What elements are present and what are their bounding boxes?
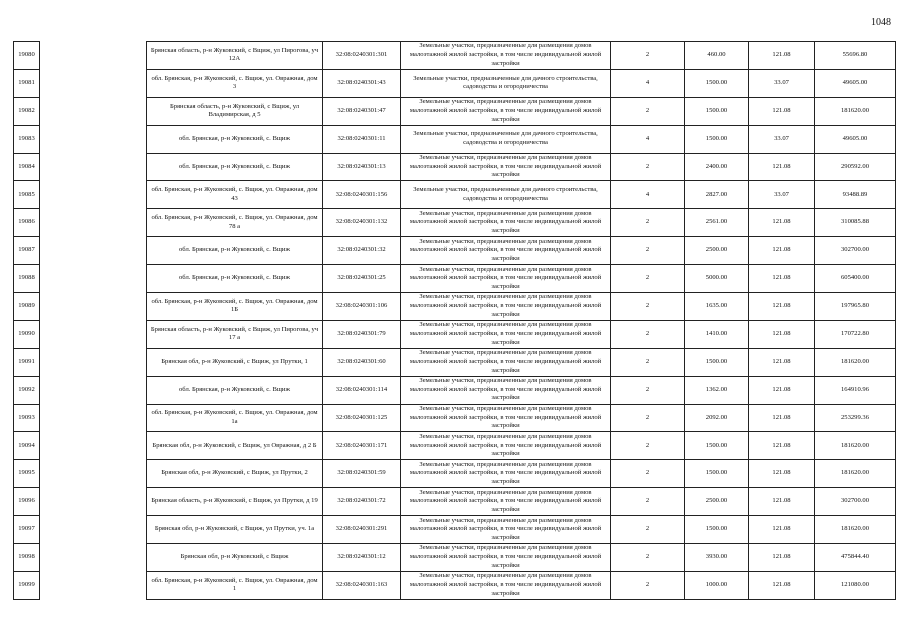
table-row bbox=[14, 571, 896, 599]
cadastral-value-cell: 181620.00 bbox=[815, 348, 896, 376]
cadastral-value-cell: 197965.80 bbox=[815, 293, 896, 321]
specific-value-cell: 121.08 bbox=[749, 376, 815, 404]
specific-value-cell: 121.08 bbox=[749, 348, 815, 376]
group-cell: 2 bbox=[611, 265, 685, 293]
address-cell: Брянская область, р-н Жуковский, с Вщиж, ул Владимирская, д 5 bbox=[147, 97, 323, 125]
cadastral-number-cell: 32:08:0240301:43 bbox=[323, 69, 401, 97]
table-row bbox=[14, 42, 896, 70]
cadastral-number-cell: 32:08:0240301:291 bbox=[323, 516, 401, 544]
specific-value-cell: 121.08 bbox=[749, 571, 815, 599]
cadastral-number-cell: 32:08:0240301:32 bbox=[323, 237, 401, 265]
group-cell: 2 bbox=[611, 516, 685, 544]
record-number-cell: 19095 bbox=[14, 460, 40, 488]
record-number-cell: 19088 bbox=[14, 265, 40, 293]
group-cell: 4 bbox=[611, 181, 685, 209]
address-cell: Брянская обл, р-н Жуковский, с Вщиж bbox=[147, 544, 323, 572]
group-cell: 2 bbox=[611, 432, 685, 460]
address-cell: обл. Брянская, р-н Жуковский, с. Вщиж, ул. Овражная, дом 43 bbox=[147, 181, 323, 209]
land-use-cell: Земельные участки, предназначенные для размещения домов малоэтажной жилой застройки, в том числе индивидуальной жилой застройки bbox=[401, 488, 611, 516]
specific-value-cell: 33.07 bbox=[749, 181, 815, 209]
cadastral-number-cell: 32:08:0240301:156 bbox=[323, 181, 401, 209]
land-use-cell: Земельные участки, предназначенные для размещения домов малоэтажной жилой застройки, в том числе индивидуальной жилой застройки bbox=[401, 376, 611, 404]
group-cell: 2 bbox=[611, 460, 685, 488]
cadastral-number-cell: 32:08:0240301:125 bbox=[323, 404, 401, 432]
area-cell: 1500.00 bbox=[685, 516, 749, 544]
table-row bbox=[14, 404, 896, 432]
address-cell: Брянская обл, р-н Жуковский, с Вщиж, ул Прутки, 2 bbox=[147, 460, 323, 488]
specific-value-cell: 121.08 bbox=[749, 460, 815, 488]
specific-value-cell: 121.08 bbox=[749, 42, 815, 70]
group-cell: 2 bbox=[611, 376, 685, 404]
table-body bbox=[14, 42, 896, 600]
table-row bbox=[14, 209, 896, 237]
cadastral-number-cell: 32:08:0240301:163 bbox=[323, 571, 401, 599]
land-use-cell: Земельные участки, предназначенные для размещения домов малоэтажной жилой застройки, в том числе индивидуальной жилой застройки bbox=[401, 320, 611, 348]
group-cell: 2 bbox=[611, 348, 685, 376]
record-number-cell: 19092 bbox=[14, 376, 40, 404]
area-cell: 2827.00 bbox=[685, 181, 749, 209]
group-cell: 2 bbox=[611, 293, 685, 321]
land-use-cell: Земельные участки, предназначенные для размещения домов малоэтажной жилой застройки, в том числе индивидуальной жилой застройки bbox=[401, 153, 611, 181]
spacer-cell bbox=[40, 516, 147, 544]
spacer-cell bbox=[40, 320, 147, 348]
land-use-cell: Земельные участки, предназначенные для размещения домов малоэтажной жилой застройки, в том числе индивидуальной жилой застройки bbox=[401, 432, 611, 460]
spacer-cell bbox=[40, 544, 147, 572]
spacer-cell bbox=[40, 42, 147, 70]
land-use-cell: Земельные участки, предназначенные для размещения домов малоэтажной жилой застройки, в том числе индивидуальной жилой застройки bbox=[401, 42, 611, 70]
land-use-cell: Земельные участки, предназначенные для размещения домов малоэтажной жилой застройки, в том числе индивидуальной жилой застройки bbox=[401, 209, 611, 237]
address-cell: обл. Брянская, р-н Жуковский, с. Вщиж, ул. Овражная, дом 1Б bbox=[147, 293, 323, 321]
cadastral-number-cell: 32:08:0240301:72 bbox=[323, 488, 401, 516]
specific-value-cell: 121.08 bbox=[749, 404, 815, 432]
spacer-cell bbox=[40, 404, 147, 432]
cadastral-value-cell: 302700.00 bbox=[815, 237, 896, 265]
land-use-cell: Земельные участки, предназначенные для дачного строительства, садоводства и огородничества bbox=[401, 69, 611, 97]
area-cell: 2092.00 bbox=[685, 404, 749, 432]
specific-value-cell: 33.07 bbox=[749, 125, 815, 153]
area-cell: 5000.00 bbox=[685, 265, 749, 293]
cadastral-value-cell: 164910.96 bbox=[815, 376, 896, 404]
cadastral-value-cell: 605400.00 bbox=[815, 265, 896, 293]
land-use-cell: Земельные участки, предназначенные для размещения домов малоэтажной жилой застройки, в том числе индивидуальной жилой застройки bbox=[401, 237, 611, 265]
cadastral-number-cell: 32:08:0240301:114 bbox=[323, 376, 401, 404]
cadastral-number-cell: 32:08:0240301:59 bbox=[323, 460, 401, 488]
address-cell: Брянская обл, р-н Жуковский, с Вщиж, ул Прутки, 1 bbox=[147, 348, 323, 376]
group-cell: 2 bbox=[611, 404, 685, 432]
address-cell: обл. Брянская, р-н Жуковский, с. Вщиж, ул. Овражная, дом 1 bbox=[147, 571, 323, 599]
area-cell: 1500.00 bbox=[685, 460, 749, 488]
group-cell: 2 bbox=[611, 488, 685, 516]
table-row bbox=[14, 153, 896, 181]
address-cell: Брянская обл, р-н Жуковский, с Вщиж, ул Овражная, д 2 Б bbox=[147, 432, 323, 460]
table-row bbox=[14, 293, 896, 321]
group-cell: 2 bbox=[611, 209, 685, 237]
area-cell: 1000.00 bbox=[685, 571, 749, 599]
cadastral-value-cell: 181620.00 bbox=[815, 432, 896, 460]
cadastral-value-cell: 170722.80 bbox=[815, 320, 896, 348]
address-cell: обл. Брянская, р-н Жуковский, с. Вщиж, ул. Овражная, дом 78 а bbox=[147, 209, 323, 237]
record-number-cell: 19094 bbox=[14, 432, 40, 460]
cadastral-value-cell: 121080.00 bbox=[815, 571, 896, 599]
cadastral-number-cell: 32:08:0240301:11 bbox=[323, 125, 401, 153]
record-number-cell: 19098 bbox=[14, 544, 40, 572]
specific-value-cell: 121.08 bbox=[749, 488, 815, 516]
spacer-cell bbox=[40, 571, 147, 599]
specific-value-cell: 121.08 bbox=[749, 293, 815, 321]
cadastral-number-cell: 32:08:0240301:12 bbox=[323, 544, 401, 572]
area-cell: 1500.00 bbox=[685, 69, 749, 97]
address-cell: Брянская область, р-н Жуковский, с Вщиж, ул Пирогова, уч 17 а bbox=[147, 320, 323, 348]
spacer-cell bbox=[40, 488, 147, 516]
cadastral-value-cell: 181620.00 bbox=[815, 460, 896, 488]
table-row bbox=[14, 237, 896, 265]
area-cell: 2400.00 bbox=[685, 153, 749, 181]
area-cell: 3930.00 bbox=[685, 544, 749, 572]
spacer-cell bbox=[40, 432, 147, 460]
area-cell: 1500.00 bbox=[685, 125, 749, 153]
specific-value-cell: 121.08 bbox=[749, 516, 815, 544]
record-number-cell: 19080 bbox=[14, 42, 40, 70]
cadastral-value-cell: 253299.36 bbox=[815, 404, 896, 432]
address-cell: обл. Брянская, р-н Жуковский, с. Вщиж bbox=[147, 376, 323, 404]
spacer-cell bbox=[40, 153, 147, 181]
cadastral-number-cell: 32:08:0240301:171 bbox=[323, 432, 401, 460]
cadastral-value-cell: 475844.40 bbox=[815, 544, 896, 572]
group-cell: 4 bbox=[611, 125, 685, 153]
record-number-cell: 19082 bbox=[14, 97, 40, 125]
table-row bbox=[14, 432, 896, 460]
table-row bbox=[14, 69, 896, 97]
address-cell: Брянская область, р-н Жуковский, с Вщиж, ул Пирогова, уч 12А bbox=[147, 42, 323, 70]
land-use-cell: Земельные участки, предназначенные для размещения домов малоэтажной жилой застройки, в том числе индивидуальной жилой застройки bbox=[401, 97, 611, 125]
group-cell: 2 bbox=[611, 571, 685, 599]
spacer-cell bbox=[40, 293, 147, 321]
record-number-cell: 19089 bbox=[14, 293, 40, 321]
specific-value-cell: 121.08 bbox=[749, 432, 815, 460]
record-number-cell: 19083 bbox=[14, 125, 40, 153]
record-number-cell: 19090 bbox=[14, 320, 40, 348]
cadastral-value-cell: 302700.00 bbox=[815, 488, 896, 516]
specific-value-cell: 121.08 bbox=[749, 97, 815, 125]
area-cell: 1410.00 bbox=[685, 320, 749, 348]
spacer-cell bbox=[40, 209, 147, 237]
table-row bbox=[14, 320, 896, 348]
spacer-cell bbox=[40, 237, 147, 265]
specific-value-cell: 121.08 bbox=[749, 544, 815, 572]
group-cell: 2 bbox=[611, 97, 685, 125]
table-row bbox=[14, 125, 896, 153]
group-cell: 2 bbox=[611, 42, 685, 70]
land-use-cell: Земельные участки, предназначенные для размещения домов малоэтажной жилой застройки, в том числе индивидуальной жилой застройки bbox=[401, 348, 611, 376]
area-cell: 2561.00 bbox=[685, 209, 749, 237]
record-number-cell: 19091 bbox=[14, 348, 40, 376]
table-row bbox=[14, 460, 896, 488]
cadastral-value-cell: 310085.88 bbox=[815, 209, 896, 237]
land-use-cell: Земельные участки, предназначенные для размещения домов малоэтажной жилой застройки, в том числе индивидуальной жилой застройки bbox=[401, 460, 611, 488]
spacer-cell bbox=[40, 348, 147, 376]
spacer-cell bbox=[40, 97, 147, 125]
land-use-cell: Земельные участки, предназначенные для дачного строительства, садоводства и огородничества bbox=[401, 181, 611, 209]
land-use-cell: Земельные участки, предназначенные для размещения домов малоэтажной жилой застройки, в том числе индивидуальной жилой застройки bbox=[401, 293, 611, 321]
cadastral-value-cell: 49605.00 bbox=[815, 125, 896, 153]
record-number-cell: 19087 bbox=[14, 237, 40, 265]
specific-value-cell: 121.08 bbox=[749, 237, 815, 265]
land-use-cell: Земельные участки, предназначенные для размещения домов малоэтажной жилой застройки, в том числе индивидуальной жилой застройки bbox=[401, 516, 611, 544]
record-number-cell: 19093 bbox=[14, 404, 40, 432]
table-row bbox=[14, 181, 896, 209]
record-number-cell: 19081 bbox=[14, 69, 40, 97]
cadastral-number-cell: 32:08:0240301:47 bbox=[323, 97, 401, 125]
address-cell: обл. Брянская, р-н Жуковский, с. Вщиж bbox=[147, 153, 323, 181]
record-number-cell: 19086 bbox=[14, 209, 40, 237]
table-row bbox=[14, 97, 896, 125]
land-use-cell: Земельные участки, предназначенные для размещения домов малоэтажной жилой застройки, в том числе индивидуальной жилой застройки bbox=[401, 265, 611, 293]
specific-value-cell: 33.07 bbox=[749, 69, 815, 97]
cadastral-number-cell: 32:08:0240301:25 bbox=[323, 265, 401, 293]
table-row bbox=[14, 376, 896, 404]
table-row bbox=[14, 265, 896, 293]
cadastral-number-cell: 32:08:0240301:79 bbox=[323, 320, 401, 348]
cadastral-value-cell: 181620.00 bbox=[815, 97, 896, 125]
cadastral-number-cell: 32:08:0240301:60 bbox=[323, 348, 401, 376]
land-use-cell: Земельные участки, предназначенные для размещения домов малоэтажной жилой застройки, в том числе индивидуальной жилой застройки bbox=[401, 404, 611, 432]
record-number-cell: 19097 bbox=[14, 516, 40, 544]
specific-value-cell: 121.08 bbox=[749, 320, 815, 348]
page-number: 1048 bbox=[871, 17, 891, 28]
spacer-cell bbox=[40, 265, 147, 293]
cadastral-value-table bbox=[13, 41, 896, 600]
table-row bbox=[14, 544, 896, 572]
address-cell: обл. Брянская, р-н Жуковский, с. Вщиж bbox=[147, 237, 323, 265]
address-cell: обл. Брянская, р-н Жуковский, с. Вщиж, ул. Овражная, дом 1а bbox=[147, 404, 323, 432]
area-cell: 2500.00 bbox=[685, 488, 749, 516]
cadastral-number-cell: 32:08:0240301:301 bbox=[323, 42, 401, 70]
area-cell: 1500.00 bbox=[685, 432, 749, 460]
cadastral-value-cell: 181620.00 bbox=[815, 516, 896, 544]
table-row bbox=[14, 516, 896, 544]
address-cell: обл. Брянская, р-н Жуковский, с. Вщиж bbox=[147, 265, 323, 293]
specific-value-cell: 121.08 bbox=[749, 153, 815, 181]
group-cell: 2 bbox=[611, 237, 685, 265]
group-cell: 2 bbox=[611, 320, 685, 348]
record-number-cell: 19085 bbox=[14, 181, 40, 209]
spacer-cell bbox=[40, 376, 147, 404]
cadastral-value-cell: 93488.89 bbox=[815, 181, 896, 209]
cadastral-number-cell: 32:08:0240301:132 bbox=[323, 209, 401, 237]
area-cell: 460.00 bbox=[685, 42, 749, 70]
area-cell: 1500.00 bbox=[685, 348, 749, 376]
land-use-cell: Земельные участки, предназначенные для размещения домов малоэтажной жилой застройки, в том числе индивидуальной жилой застройки bbox=[401, 571, 611, 599]
spacer-cell bbox=[40, 125, 147, 153]
address-cell: обл. Брянская, р-н Жуковский, с. Вщиж, ул. Овражная, дом 3 bbox=[147, 69, 323, 97]
land-use-cell: Земельные участки, предназначенные для дачного строительства, садоводства и огородничества bbox=[401, 125, 611, 153]
land-use-cell: Земельные участки, предназначенные для размещения домов малоэтажной жилой застройки, в том числе индивидуальной жилой застройки bbox=[401, 544, 611, 572]
table-row bbox=[14, 348, 896, 376]
group-cell: 2 bbox=[611, 544, 685, 572]
spacer-cell bbox=[40, 69, 147, 97]
area-cell: 1500.00 bbox=[685, 97, 749, 125]
specific-value-cell: 121.08 bbox=[749, 209, 815, 237]
group-cell: 2 bbox=[611, 153, 685, 181]
record-number-cell: 19084 bbox=[14, 153, 40, 181]
record-number-cell: 19099 bbox=[14, 571, 40, 599]
area-cell: 1362.00 bbox=[685, 376, 749, 404]
address-cell: обл. Брянская, р-н Жуковский, с. Вщиж bbox=[147, 125, 323, 153]
cadastral-value-cell: 49605.00 bbox=[815, 69, 896, 97]
spacer-cell bbox=[40, 181, 147, 209]
address-cell: Брянская область, р-н Жуковский, с Вщиж, ул Прутки, д 19 bbox=[147, 488, 323, 516]
group-cell: 4 bbox=[611, 69, 685, 97]
area-cell: 1635.00 bbox=[685, 293, 749, 321]
table-row bbox=[14, 488, 896, 516]
cadastral-number-cell: 32:08:0240301:13 bbox=[323, 153, 401, 181]
specific-value-cell: 121.08 bbox=[749, 265, 815, 293]
cadastral-value-cell: 55696.80 bbox=[815, 42, 896, 70]
area-cell: 2500.00 bbox=[685, 237, 749, 265]
record-number-cell: 19096 bbox=[14, 488, 40, 516]
cadastral-number-cell: 32:08:0240301:106 bbox=[323, 293, 401, 321]
spacer-cell bbox=[40, 460, 147, 488]
address-cell: Брянская обл, р-н Жуковский, с Вщиж, ул Прутки, уч. 1а bbox=[147, 516, 323, 544]
cadastral-value-cell: 290592.00 bbox=[815, 153, 896, 181]
